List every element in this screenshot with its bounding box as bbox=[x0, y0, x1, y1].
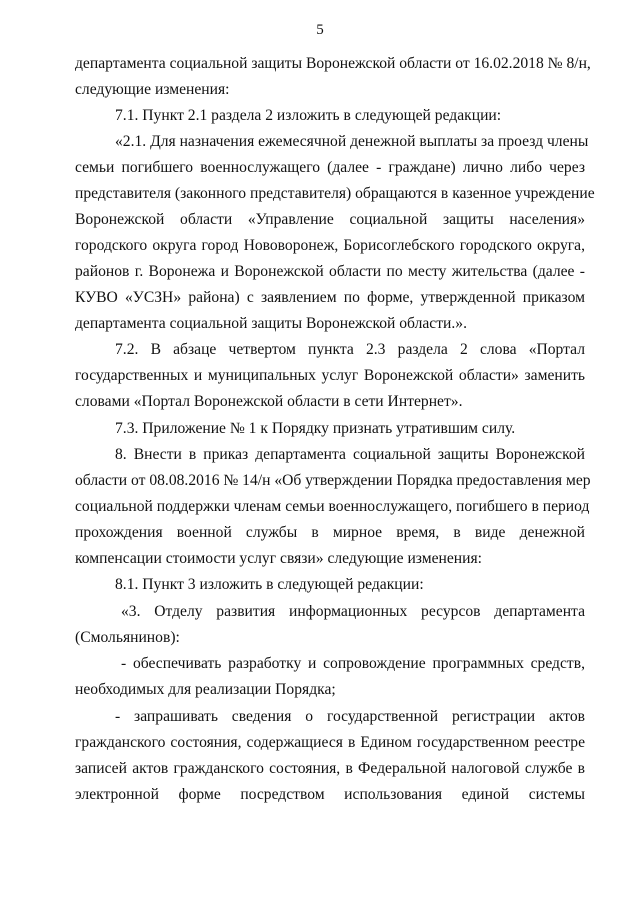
text-line: гражданского состояния, содержащиеся в Едином государственном реестре bbox=[75, 734, 585, 751]
text-line: словами «Портал Воронежской области в сети Интернет». bbox=[75, 393, 463, 410]
text-line: (Смольянинов): bbox=[75, 629, 180, 646]
text-line: «3. Отделу развития информационных ресурсов департамента bbox=[121, 603, 585, 620]
text-line: семьи погибшего военнослужащего (далее - граждане) лично либо через bbox=[75, 159, 585, 176]
text-line: департамента социальной защиты Воронежской области от 16.02.2018 № 8/н, bbox=[75, 55, 591, 72]
text-line: - запрашивать сведения о государственной регистрации актов bbox=[115, 708, 585, 725]
text-line: городского округа город Нововоронеж, Борисоглебского городского округа, bbox=[75, 237, 585, 254]
text-line: области от 08.08.2016 № 14/н «Об утверждении Порядка предоставления мер bbox=[75, 472, 591, 489]
text-line: представителя (законного представителя) обращаются в казенное учреждение bbox=[75, 185, 595, 202]
text-line: 7.3. Приложение № 1 к Порядку признать утратившим силу. bbox=[115, 420, 516, 437]
text-line: департамента социальной защиты Воронежской области.». bbox=[75, 315, 467, 332]
text-line: Воронежской области «Управление социальной защиты населения» bbox=[75, 211, 585, 228]
text-line: 7.2. В абзаце четвертом пункта 2.3 раздела 2 слова «Портал bbox=[115, 341, 585, 358]
text-line: 8.1. Пункт 3 изложить в следующей редакции: bbox=[115, 576, 424, 593]
text-line: районов г. Воронежа и Воронежской области по месту жительства (далее - bbox=[75, 263, 585, 280]
text-line: государственных и муниципальных услуг Воронежской области» заменить bbox=[75, 367, 585, 384]
text-line: социальной поддержки членам семьи военнослужащего, погибшего в период bbox=[75, 498, 590, 515]
page-number: 5 bbox=[316, 22, 324, 38]
text-line: прохождения военной службы в мирное время, в виде денежной bbox=[75, 524, 585, 541]
text-line: компенсации стоимости услуг связи» следующие изменения: bbox=[75, 550, 482, 567]
text-line: электронной форме посредством использования единой системы bbox=[75, 786, 585, 803]
text-line: «2.1. Для назначения ежемесячной денежной выплаты за проезд члены bbox=[115, 133, 589, 150]
text-line: 8. Внести в приказ департамента социальной защиты Воронежской bbox=[115, 446, 585, 463]
text-line: необходимых для реализации Порядка; bbox=[75, 681, 336, 698]
text-line: - обеспечивать разработку и сопровождение программных средств, bbox=[121, 655, 585, 672]
text-line: КУВО «УСЗН» района) с заявлением по форме, утвержденной приказом bbox=[75, 289, 585, 306]
text-line: следующие изменения: bbox=[75, 81, 230, 98]
text-line: 7.1. Пункт 2.1 раздела 2 изложить в следующей редакции: bbox=[115, 107, 502, 124]
text-line: записей актов гражданского состояния, в Федеральной налоговой службе в bbox=[75, 760, 585, 777]
